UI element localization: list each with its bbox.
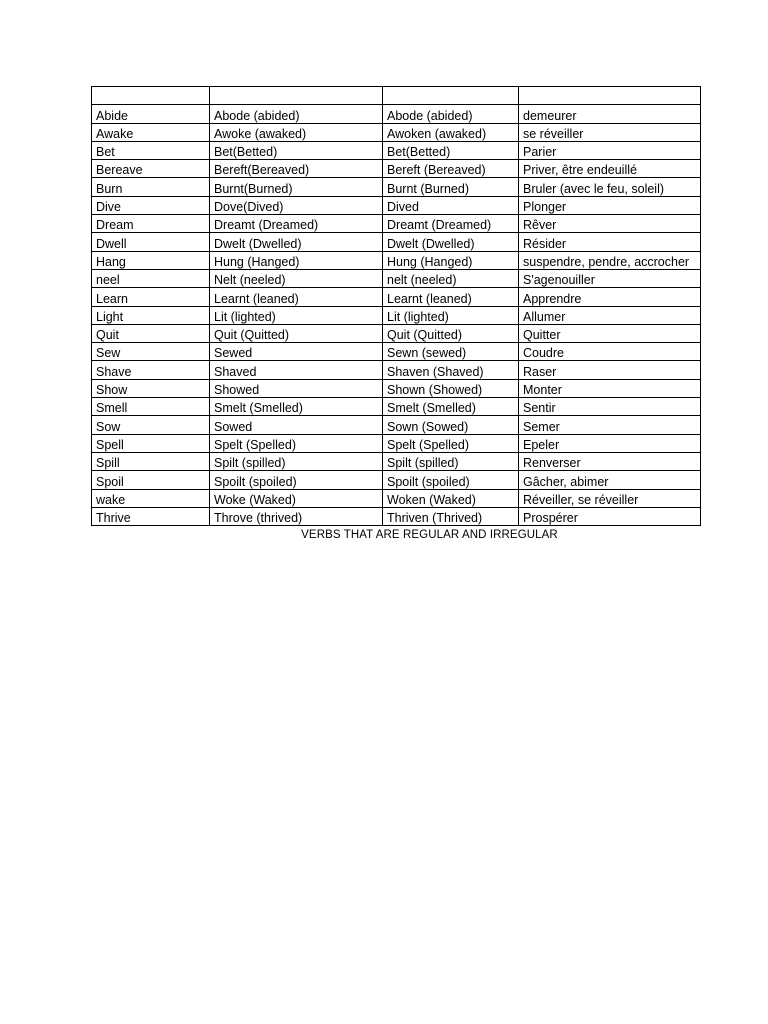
base-form-cell: Dwell: [92, 233, 210, 251]
translation-cell: Renverser: [519, 452, 701, 470]
table-row: [92, 178, 701, 196]
base-form-cell: Sow: [92, 416, 210, 434]
translation-cell: Résider: [519, 233, 701, 251]
past-participle-cell: Shown (Showed): [383, 379, 519, 397]
verb-table: [91, 86, 701, 526]
table-row: [92, 398, 701, 416]
past-participle-cell: Shaven (Shaved): [383, 361, 519, 379]
base-form-cell: Smell: [92, 398, 210, 416]
past-simple-cell: Learnt (leaned): [210, 288, 383, 306]
translation-cell: Raser: [519, 361, 701, 379]
base-form-cell: wake: [92, 489, 210, 507]
translation-cell: Bruler (avec le feu, soleil): [519, 178, 701, 196]
base-form-cell: Shave: [92, 361, 210, 379]
past-participle-cell: Spoilt (spoiled): [383, 471, 519, 489]
past-simple-cell: Bet(Betted): [210, 141, 383, 159]
past-participle-cell: Dreamt (Dreamed): [383, 215, 519, 233]
header-cell: [383, 87, 519, 105]
past-participle-cell: Thriven (Thrived): [383, 507, 519, 525]
past-simple-cell: Lit (lighted): [210, 306, 383, 324]
table-row: [92, 306, 701, 324]
translation-cell: Epeler: [519, 434, 701, 452]
base-form-cell: neel: [92, 269, 210, 287]
base-form-cell: Bereave: [92, 160, 210, 178]
table-row: [92, 324, 701, 342]
table-row: [92, 269, 701, 287]
table-row: [92, 141, 701, 159]
past-simple-cell: Dwelt (Dwelled): [210, 233, 383, 251]
base-form-cell: Light: [92, 306, 210, 324]
table-row: [92, 434, 701, 452]
past-participle-cell: Woken (Waked): [383, 489, 519, 507]
translation-cell: Prospérer: [519, 507, 701, 525]
past-simple-cell: Spilt (spilled): [210, 452, 383, 470]
translation-cell: Rêver: [519, 215, 701, 233]
table-caption: VERBS THAT ARE REGULAR AND IRREGULAR: [301, 529, 558, 541]
base-form-cell: Hang: [92, 251, 210, 269]
table-row: [92, 471, 701, 489]
past-simple-cell: Dove(Dived): [210, 196, 383, 214]
translation-cell: Monter: [519, 379, 701, 397]
past-simple-cell: Nelt (neeled): [210, 269, 383, 287]
table-row: [92, 343, 701, 361]
base-form-cell: Bet: [92, 141, 210, 159]
base-form-cell: Dream: [92, 215, 210, 233]
past-participle-cell: Learnt (leaned): [383, 288, 519, 306]
past-simple-cell: Sowed: [210, 416, 383, 434]
table-row: [92, 489, 701, 507]
translation-cell: Sentir: [519, 398, 701, 416]
table-row: [92, 123, 701, 141]
past-simple-cell: Throve (thrived): [210, 507, 383, 525]
past-simple-cell: Showed: [210, 379, 383, 397]
past-participle-cell: Smelt (Smelled): [383, 398, 519, 416]
base-form-cell: Burn: [92, 178, 210, 196]
past-participle-cell: Awoken (awaked): [383, 123, 519, 141]
base-form-cell: Awake: [92, 123, 210, 141]
verb-table-body: [92, 87, 701, 526]
past-simple-cell: Abode (abided): [210, 105, 383, 123]
past-participle-cell: Abode (abided): [383, 105, 519, 123]
base-form-cell: Sew: [92, 343, 210, 361]
header-cell: [210, 87, 383, 105]
table-row: [92, 160, 701, 178]
base-form-cell: Spell: [92, 434, 210, 452]
translation-cell: Plonger: [519, 196, 701, 214]
translation-cell: Allumer: [519, 306, 701, 324]
base-form-cell: Dive: [92, 196, 210, 214]
translation-cell: demeurer: [519, 105, 701, 123]
past-simple-cell: Hung (Hanged): [210, 251, 383, 269]
past-participle-cell: Sewn (sewed): [383, 343, 519, 361]
past-participle-cell: Sown (Sowed): [383, 416, 519, 434]
past-participle-cell: Hung (Hanged): [383, 251, 519, 269]
past-simple-cell: Awoke (awaked): [210, 123, 383, 141]
translation-cell: Priver, être endeuillé: [519, 160, 701, 178]
past-participle-cell: Bet(Betted): [383, 141, 519, 159]
base-form-cell: Show: [92, 379, 210, 397]
translation-cell: suspendre, pendre, accrocher: [519, 251, 701, 269]
table-row: [92, 196, 701, 214]
table-row: [92, 379, 701, 397]
past-simple-cell: Spelt (Spelled): [210, 434, 383, 452]
past-participle-cell: Dived: [383, 196, 519, 214]
translation-cell: Coudre: [519, 343, 701, 361]
past-simple-cell: Spoilt (spoiled): [210, 471, 383, 489]
past-participle-cell: Quit (Quitted): [383, 324, 519, 342]
table-row: [92, 416, 701, 434]
translation-cell: Réveiller, se réveiller: [519, 489, 701, 507]
past-participle-cell: Bereft (Bereaved): [383, 160, 519, 178]
table-row: [92, 507, 701, 525]
past-simple-cell: Burnt(Burned): [210, 178, 383, 196]
base-form-cell: Spoil: [92, 471, 210, 489]
past-participle-cell: Dwelt (Dwelled): [383, 233, 519, 251]
translation-cell: Gâcher, abimer: [519, 471, 701, 489]
past-participle-cell: Spelt (Spelled): [383, 434, 519, 452]
past-participle-cell: Spilt (spilled): [383, 452, 519, 470]
translation-cell: Quitter: [519, 324, 701, 342]
header-cell: [92, 87, 210, 105]
past-simple-cell: Dreamt (Dreamed): [210, 215, 383, 233]
translation-cell: Semer: [519, 416, 701, 434]
past-simple-cell: Sewed: [210, 343, 383, 361]
base-form-cell: Thrive: [92, 507, 210, 525]
table-header-row: [92, 87, 701, 105]
table-row: [92, 215, 701, 233]
past-simple-cell: Quit (Quitted): [210, 324, 383, 342]
past-simple-cell: Bereft(Bereaved): [210, 160, 383, 178]
translation-cell: Parier: [519, 141, 701, 159]
header-cell: [519, 87, 701, 105]
past-simple-cell: Shaved: [210, 361, 383, 379]
table-row: [92, 288, 701, 306]
table-row: [92, 105, 701, 123]
base-form-cell: Spill: [92, 452, 210, 470]
base-form-cell: Quit: [92, 324, 210, 342]
translation-cell: Apprendre: [519, 288, 701, 306]
past-participle-cell: nelt (neeled): [383, 269, 519, 287]
translation-cell: S'agenouiller: [519, 269, 701, 287]
table-row: [92, 251, 701, 269]
past-simple-cell: Smelt (Smelled): [210, 398, 383, 416]
past-participle-cell: Burnt (Burned): [383, 178, 519, 196]
translation-cell: se réveiller: [519, 123, 701, 141]
base-form-cell: Abide: [92, 105, 210, 123]
base-form-cell: Learn: [92, 288, 210, 306]
table-row: [92, 233, 701, 251]
past-participle-cell: Lit (lighted): [383, 306, 519, 324]
table-row: [92, 452, 701, 470]
past-simple-cell: Woke (Waked): [210, 489, 383, 507]
table-row: [92, 361, 701, 379]
